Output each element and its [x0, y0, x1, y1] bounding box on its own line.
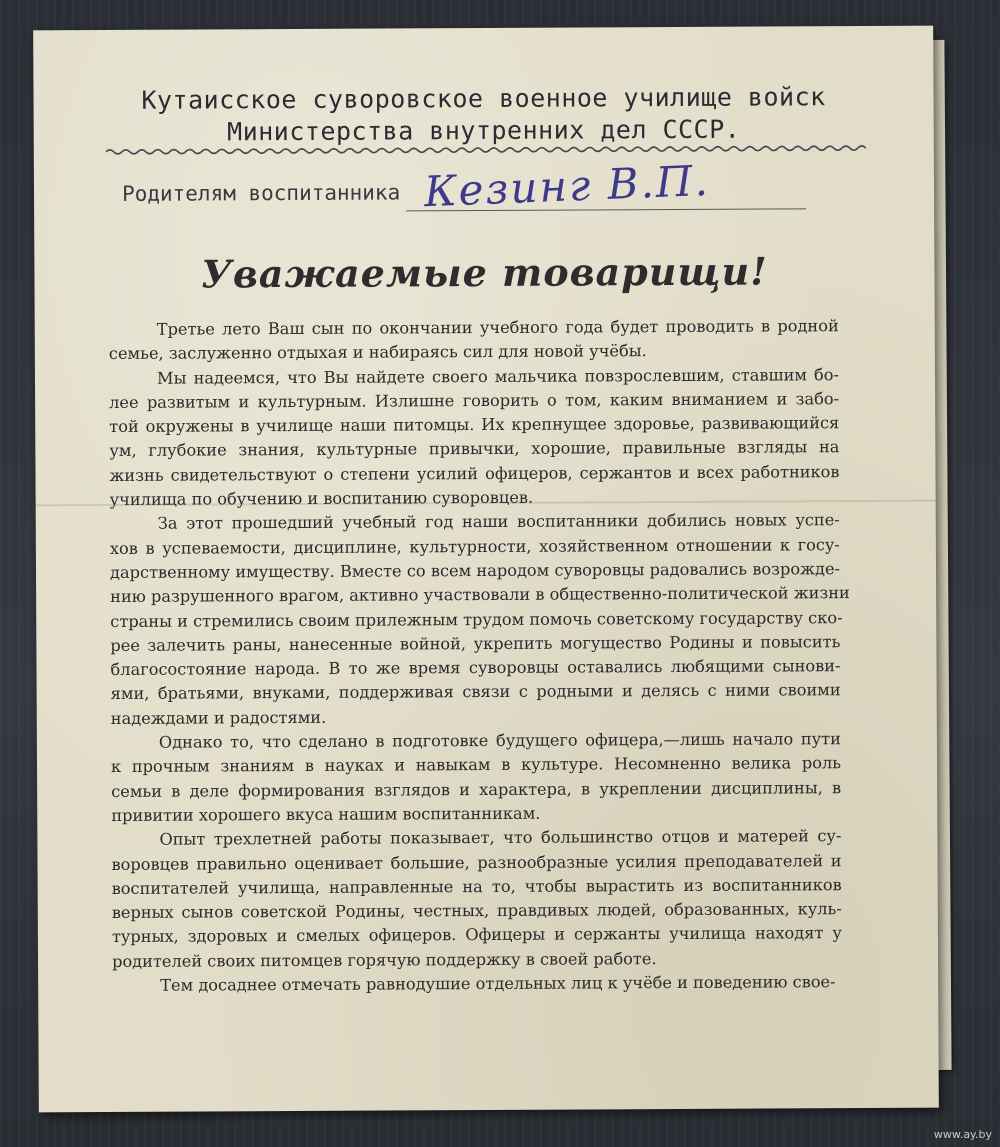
paragraph	[109, 509, 850, 731]
paragraph-line: Тем досаднее отмечать равнодушие отдельных лиц к учёбе и поведению свое-	[160, 972, 836, 995]
paragraph-line: семье, заслуженно отдыхая и набираясь сил для новой учёбы.	[108, 341, 647, 364]
addressee-label: Родителям воспитанника	[121, 180, 401, 206]
paragraph-line: воровцев правильно оценивает большие, разнообразные усилия преподавателей и	[111, 850, 842, 874]
paragraph-line: нию разрушенного врагом, активно участвовали в общественно-политической жизни	[110, 583, 850, 607]
paragraph-line: ум, глубокие знания, культурные привычки, хорошие, правильные взгляды на	[109, 437, 840, 461]
paragraph-line: родителей своих питомцев горячую поддержку в своей работе.	[111, 948, 657, 971]
paragraph-line: благосостояние народа. В то же время суворовцы оставались любящими сынови-	[110, 656, 841, 680]
paragraph-line: рее залечить раны, нанесенные войной, укрепить могущество Родины и повысить	[110, 632, 841, 655]
letterhead	[33, 81, 933, 150]
paragraph-line: семьи в деле формирования взглядов и характера, в укреплении дисциплины, в	[111, 777, 842, 801]
paragraph-line: страны и стремились своим прилежным трудом помочь советскому государству ско-	[110, 607, 843, 631]
paragraph	[109, 314, 839, 366]
paragraph-line: Третье лето Ваш сын по окончании учебного года будет проводить в родной	[156, 316, 839, 339]
paragraph-line: лее развитым и культурным. Излишне говорить о том, каким вниманием и забо-	[109, 389, 840, 412]
letterhead-line-2: Министерства внутренних дел СССР.	[227, 114, 741, 147]
paragraph-line: училища по обучению и воспитанию суворовцев.	[109, 487, 534, 510]
paragraph-line: Мы надеемся, что Вы найдете своего мальчика повзрослевшим, ставшим бо-	[156, 364, 840, 388]
paragraph-line: турных, здоровых и смелых офицеров. Офицеры и сержанты училища находят у	[111, 923, 842, 947]
paragraph	[112, 970, 842, 998]
addressee-row	[121, 155, 862, 217]
salutation: Уважаемые товарищи!	[200, 248, 768, 297]
paragraph-line: той окружены в училище наши питомцы. Их крепнущее здоровье, развивающийся	[109, 413, 840, 437]
paragraph	[111, 727, 841, 828]
paragraph-line: воспитателей училища, направленные на то, чтобы вырастить из воспитанников	[111, 874, 842, 898]
paragraph-line: надеждами и радостями.	[110, 707, 327, 728]
paragraph-line: Однако то, что сделано в подготовке будущего офицера,—лишь начало пути	[158, 729, 841, 752]
letter-body	[108, 314, 850, 998]
wavy-divider	[106, 141, 866, 159]
paragraph-line: привитии хорошего вкуса нашим воспитанникам.	[111, 803, 541, 825]
paragraph-line: Опыт трехлетней работы показывает, что большинство отцов и матерей су-	[159, 826, 842, 849]
paragraph	[111, 824, 842, 974]
paragraph-line: к прочным знаниям в науках и навыкам в культуре. Несомненно велика роль	[110, 753, 842, 777]
letter-sheet	[33, 26, 939, 1113]
paragraph-line: За этот прошедший учебный год наши воспитанники добились новых успе-	[157, 510, 840, 534]
handwritten-name: Кезинг В.П.	[423, 155, 711, 217]
paragraph	[109, 363, 840, 513]
paragraph-line: жизнь свидетельствуют о степени усилий офицеров, сержантов и всех работников	[109, 461, 840, 485]
paragraph-line: верных сынов советской Родины, честных, правдивых людей, образованных, куль-	[111, 899, 842, 923]
paragraph-line: дарственному имуществу. Вместе со всем народом суворовцы радовались возрожде-	[109, 559, 841, 582]
letterhead-line-1: Кутаисское суворовское военное училище войск	[141, 82, 826, 115]
site-watermark: www.ay.by	[933, 1128, 992, 1141]
paragraph-line: ями, братьями, внуками, поддерживая связи с родными и делясь с ними своими	[110, 680, 841, 704]
paragraph-line: хов в успеваемости, дисциплине, культурности, хозяйственном отношении к госу-	[109, 534, 840, 558]
